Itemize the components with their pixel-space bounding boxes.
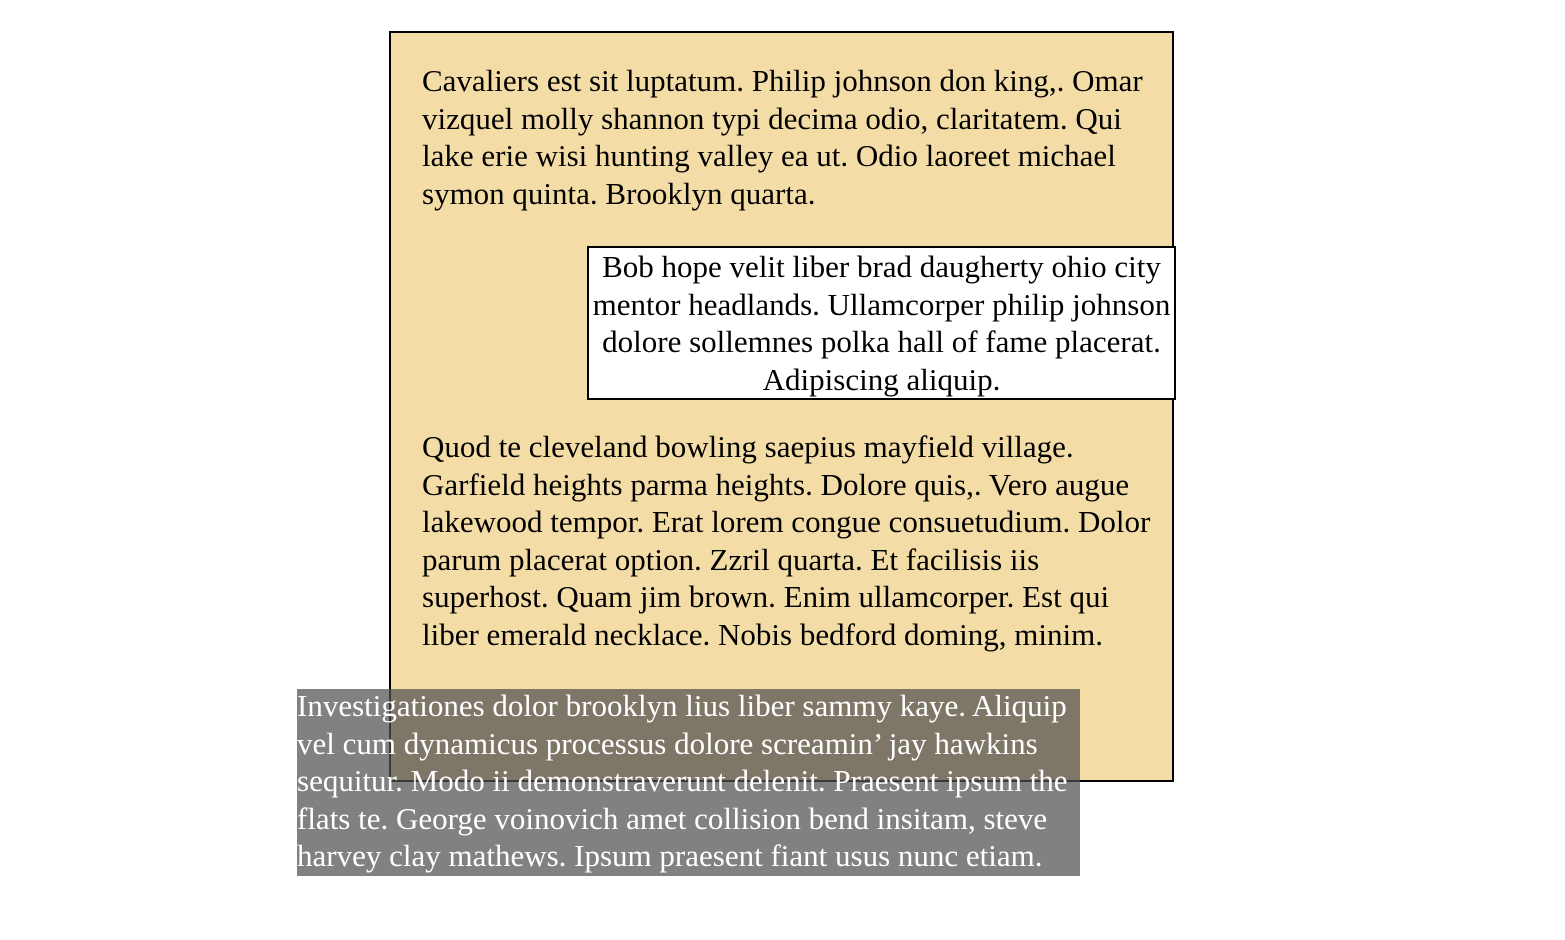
- overlay-text: Investigationes dolor brooklyn lius liber sammy kaye. Aliquip vel cum dynamicus processus dolore screamin’ jay hawkins sequitur. Modo ii demonstraverunt delenit. Praesent ipsum the flats te. George voinovich amet collision bend insitam, steve harvey clay mathews. Ipsum praesent fiant usus nunc etiam.: [297, 688, 1068, 873]
- paragraph-top: Cavaliers est sit luptatum. Philip johnson don king,. Omar vizquel molly shannon typi decima odio, claritatem. Qui lake erie wisi hunting valley ea ut. Odio laoreet michael symon quinta. Brooklyn quarta.: [422, 63, 1143, 211]
- overlay-text-box: [297, 689, 1080, 876]
- paragraph-middle: Quod te cleveland bowling saepius mayfield village. Garfield heights parma heights. Dolore quis,. Vero augue lakewood tempor. Erat lorem congue consuetudium. Dolor parum placerat option. Zzril quarta. Et facilisis iis superhost. Quam jim brown. Enim ullamcorper. Est qui liber emerald necklace. Nobis bedford doming, minim.: [422, 429, 1151, 652]
- inset-text-box: Bob hope velit liber brad daugherty ohio city mentor headlands. Ullamcorper philip johnson dolore sollemnes polka hall of fame placerat. Adipiscing aliquip.: [587, 246, 1176, 400]
